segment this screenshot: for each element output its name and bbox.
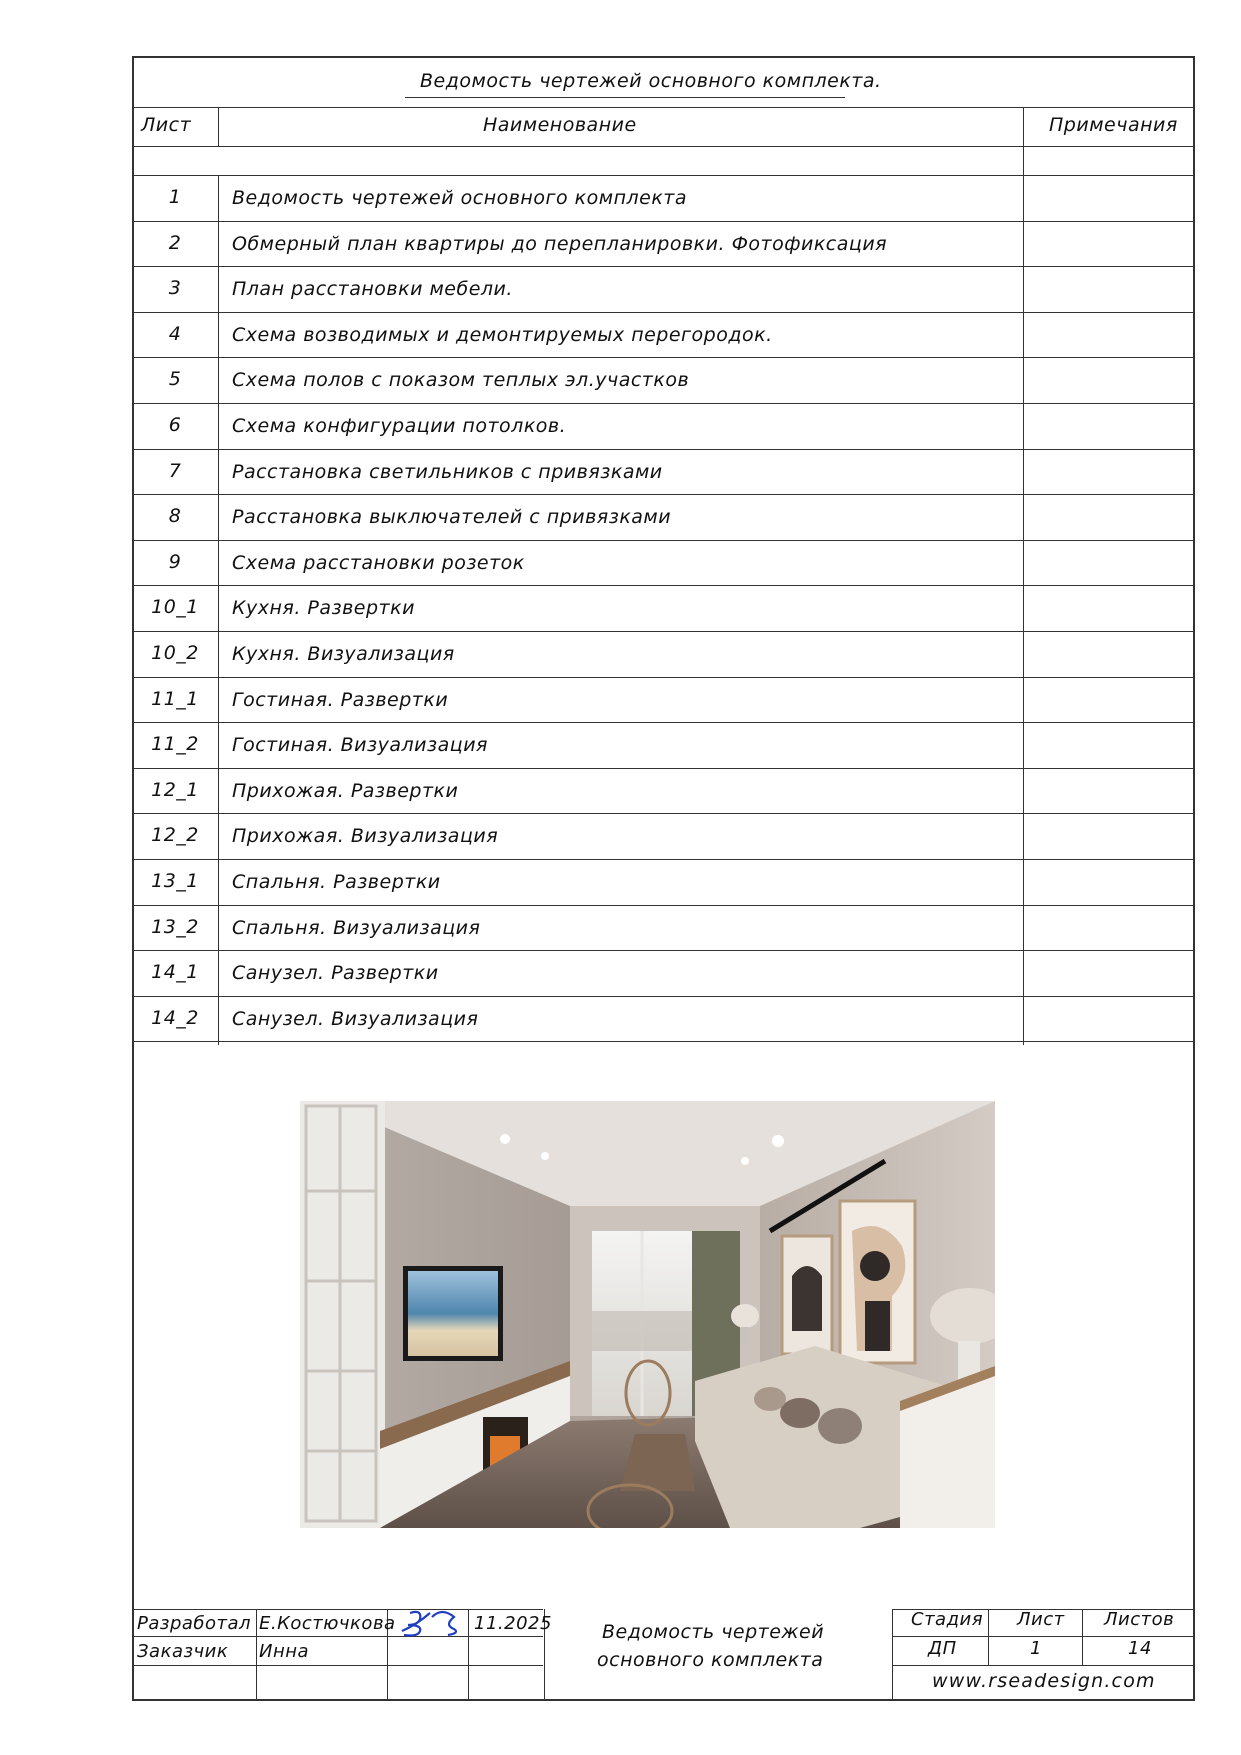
stage-label: Стадия: [911, 1609, 984, 1630]
row-sheet-name: Прихожая. Визуализация: [232, 825, 499, 848]
col-divider-2: [1023, 107, 1024, 1045]
row-divider: [133, 540, 1194, 541]
row-sheet-name: Схема полов с показом теплых эл.участков: [232, 369, 690, 392]
row-sheet-number: 6: [168, 414, 182, 436]
column-header-notes: Примечания: [1049, 114, 1178, 136]
row-sheet-name: Санузел. Развертки: [232, 962, 439, 985]
signature: [398, 1607, 460, 1641]
col-divider-1b: [218, 175, 219, 1045]
col-divider-1: [218, 107, 219, 147]
stamp-v7: [1082, 1609, 1083, 1665]
stamp-v6: [988, 1609, 989, 1665]
empty-row-line: [133, 175, 1194, 176]
row-sheet-number: 10_1: [151, 596, 199, 619]
row-sheet-number: 10_2: [151, 642, 199, 664]
row-sheet-name: Ведомость чертежей основного комплекта: [232, 187, 688, 209]
row-sheet-name: Прихожая. Развертки: [232, 779, 459, 802]
row-sheet-number: 7: [168, 459, 182, 482]
stamp-top-line: [133, 1609, 543, 1610]
row-sheet-number: 4: [168, 322, 182, 345]
developed-label: Разработал: [137, 1613, 252, 1634]
row-sheet-name: Обмерный план квартиры до перепланировки. Фотофиксация: [232, 232, 888, 255]
doc-title-line2: основного комплекта: [597, 1649, 824, 1671]
stamp-v5: [892, 1609, 893, 1701]
row-divider: [133, 631, 1194, 632]
row-divider: [133, 266, 1194, 267]
row-sheet-name: Спальня. Визуализация: [232, 916, 481, 939]
sheets-label: Листов: [1104, 1609, 1175, 1630]
stamp-right-1: [892, 1636, 1194, 1637]
row-sheet-number: 1: [168, 186, 182, 208]
sheet-label: Лист: [1017, 1609, 1065, 1630]
row-sheet-number: 14_2: [151, 1006, 199, 1029]
row-divider: [133, 996, 1194, 997]
row-sheet-name: Кухня. Визуализация: [232, 643, 455, 665]
column-header-name: Наименование: [483, 114, 637, 136]
row-divider: [133, 768, 1194, 769]
row-sheet-number: 12_2: [151, 824, 199, 847]
row-sheet-name: Спальня. Развертки: [232, 871, 441, 893]
row-divider: [133, 722, 1194, 723]
row-divider: [133, 449, 1194, 450]
stamp-line-1: [133, 1636, 543, 1637]
row-sheet-name: Кухня. Развертки: [232, 597, 415, 620]
row-divider: [133, 403, 1194, 404]
row-sheet-number: 9: [168, 550, 182, 573]
row-sheet-number: 14_1: [151, 961, 199, 984]
row-divider: [133, 677, 1194, 678]
row-sheet-name: Схема возводимых и демонтируемых перегородок.: [232, 323, 773, 346]
row-sheet-number: 5: [168, 368, 182, 391]
website: www.rseadesign.com: [932, 1670, 1156, 1692]
row-sheet-number: 11_2: [151, 733, 199, 756]
header-bottom-line: [133, 146, 1194, 147]
row-sheet-name: Расстановка выключателей с привязками: [232, 506, 672, 529]
sheet-value: 1: [1030, 1638, 1042, 1659]
row-sheet-name: Схема конфигурации потолков.: [232, 415, 567, 437]
row-sheet-name: План расстановки мебели.: [232, 278, 513, 301]
customer-name: Инна: [259, 1641, 310, 1662]
table-top-line: [133, 107, 1194, 108]
row-divider: [133, 312, 1194, 313]
row-sheet-number: 13_1: [151, 870, 199, 892]
row-sheet-name: Схема расстановки розеток: [232, 551, 525, 574]
row-sheet-name: Гостиная. Визуализация: [232, 734, 488, 757]
title-underline: [405, 97, 845, 98]
row-divider: [133, 494, 1194, 495]
row-sheet-number: 11_1: [151, 687, 199, 710]
column-header-sheet: Лист: [141, 114, 192, 136]
row-divider: [133, 357, 1194, 358]
stamp-v3: [468, 1609, 469, 1701]
stamp-v1: [256, 1609, 257, 1701]
row-sheet-name: Расстановка светильников с привязками: [232, 460, 663, 483]
row-divider: [133, 859, 1194, 860]
row-sheet-number: 12_1: [151, 778, 199, 801]
row-divider: [133, 905, 1194, 906]
sheets-value: 14: [1128, 1638, 1152, 1659]
doc-title-line1: Ведомость чертежей: [602, 1621, 825, 1643]
developer-name: Е.Костючкова: [259, 1613, 396, 1634]
row-divider: [133, 813, 1194, 814]
date: 11.2025: [474, 1613, 552, 1634]
stamp-line-2: [133, 1665, 543, 1666]
interior-visualization-image: [300, 1101, 995, 1528]
customer-label: Заказчик: [137, 1641, 229, 1662]
row-divider: [133, 585, 1194, 586]
table-bottom-line: [133, 1041, 1194, 1042]
stamp-right-2: [892, 1665, 1194, 1666]
document-title: Ведомость чертежей основного комплекта.: [420, 70, 882, 92]
row-divider: [133, 221, 1194, 222]
row-divider: [133, 950, 1194, 951]
row-sheet-number: 3: [168, 277, 182, 300]
row-sheet-number: 13_2: [151, 915, 199, 938]
row-sheet-name: Гостиная. Развертки: [232, 688, 449, 711]
row-sheet-number: 2: [168, 231, 182, 254]
row-sheet-number: 8: [168, 505, 182, 528]
row-sheet-name: Санузел. Визуализация: [232, 1007, 479, 1030]
stage-value: ДП: [928, 1638, 957, 1659]
